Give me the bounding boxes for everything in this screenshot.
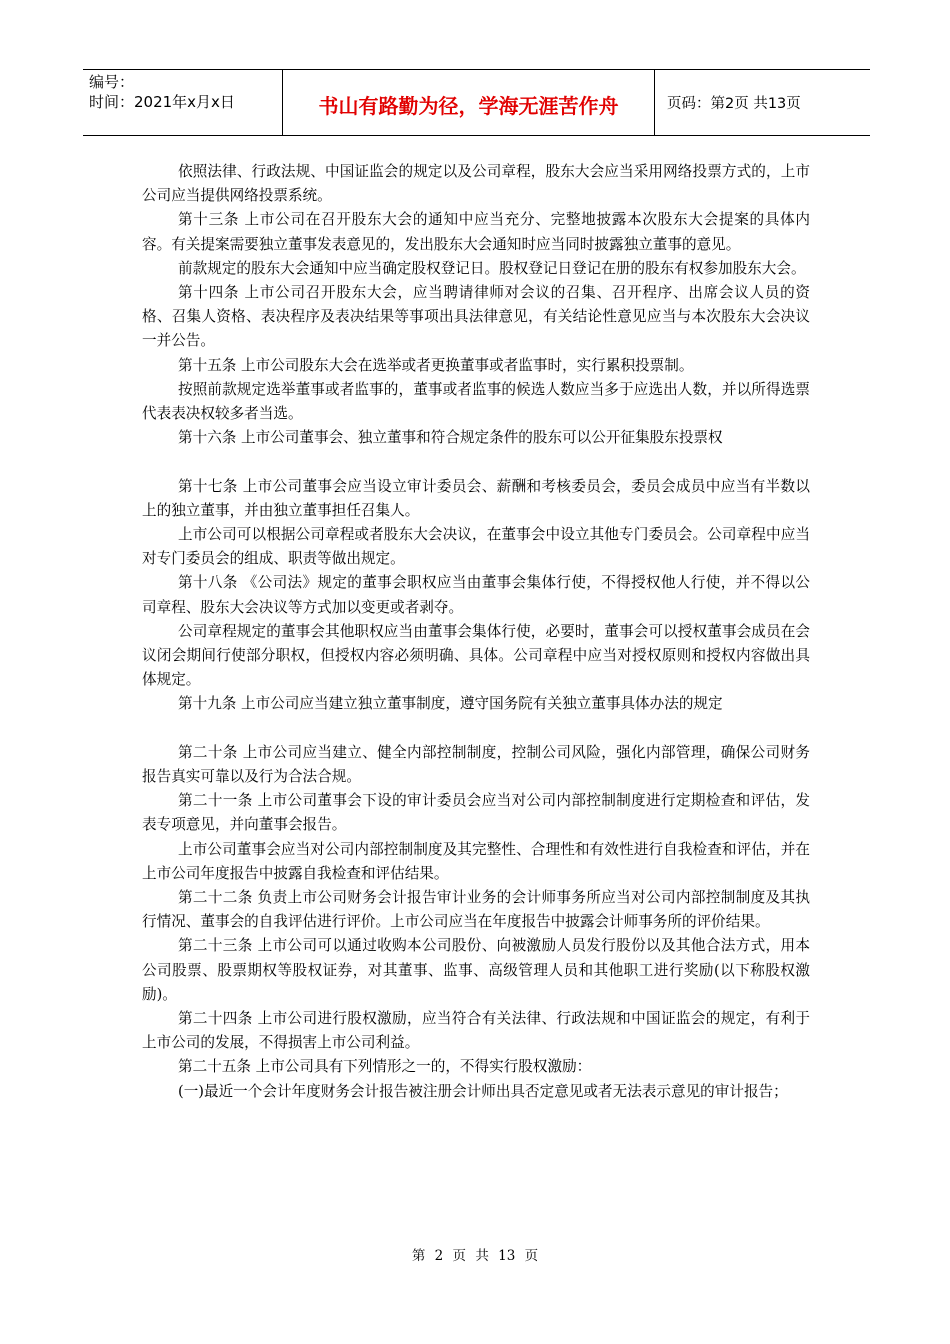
body-paragraph: 公司章程规定的董事会其他职权应当由董事会集体行使，必要时，董事会可以授权董事会成员在会议闭会期间行使部分职权，但授权内容必须明确、具体。公司章程中应当对授权原则和授权内容做出具体规定。 [142,622,810,689]
body-paragraph: 第二十条 上市公司应当建立、健全内部控制制度，控制公司风险，强化内部管理，确保公司财务报告真实可靠以及行为合法合规。 [142,743,810,786]
header-motto: 书山有路勤为径，学海无涯苦作舟 [283,70,655,135]
body-paragraph: 第十三条 上市公司在召开股东大会的通知中应当充分、完整地披露本次股东大会提案的具体内容。有关提案需要独立董事发表意见的，发出股东大会通知时应当同时披露独立董事的意见。 [142,211,810,253]
body-paragraph: 第十四条 上市公司召开股东大会，应当聘请律师对会议的召集、召开程序、出席会议人员的资格、召集人资格、表决程序及表决结果等事项出具法律意见，有关结论性意见应当与本次股东大会决议一并公告。 [142,284,810,350]
page-header [83,69,870,136]
body-paragraph: 第二十五条 上市公司具有下列情形之一的，不得实行股权激励： [178,1058,592,1076]
body-paragraph: 第二十三条 上市公司可以通过收购本公司股份、向被激励人员发行股份以及其他合法方式，用本公司股票、股票期权等股权证券，对其董事、监事、高级管理人员和其他职工进行奖励(以下称股权激励)。 [142,937,810,1003]
body-paragraph: 第十五条 上市公司股东大会在选举或者更换董事或者监事时，实行累积投票制。 [178,356,694,374]
body-paragraph: 第二十四条 上市公司进行股权激励，应当符合有关法律、行政法规和中国证监会的规定，有利于上市公司的发展，不得损害上市公司利益。 [142,1010,810,1052]
header-page-info: 页码：第2页 共13页 [667,96,801,112]
body-paragraph: 第十九条 上市公司应当建立独立董事制度，遵守国务院有关独立董事具体办法的规定 [178,695,723,713]
body-paragraph: 第十六条 上市公司董事会、独立董事和符合规定条件的股东可以公开征集股东投票权 [178,429,723,447]
body-paragraph: 前款规定的股东大会通知中应当确定股权登记日。股权登记日登记在册的股东有权参加股东大会。 [178,259,806,277]
body-paragraph: 第二十二条 负责上市公司财务会计报告审计业务的会计师事务所应当对公司内部控制制度及其执行情况、董事会的自我评估进行评价。上市公司应当在年度报告中披露会计师事务所的评价结果。 [142,889,810,931]
document-body [142,160,810,1104]
document-time-label: 时间：2021年x月x日 [89,93,235,111]
body-paragraph: 上市公司可以根据公司章程或者股东大会决议，在董事会中设立其他专门委员会。公司章程中应当对专门委员会的组成、职责等做出规定。 [142,526,810,568]
body-paragraph: 第十八条 《公司法》规定的董事会职权应当由董事会集体行使，不得授权他人行使，并不得以公司章程、股东大会决议等方式加以变更或者剥夺。 [142,574,810,616]
header-meta [83,70,283,135]
body-paragraph: 依照法律、行政法规、中国证监会的规定以及公司章程，股东大会应当采用网络投票方式的，上市公司应当提供网络投票系统。 [142,163,810,205]
body-paragraph: 按照前款规定选举董事或者监事的，董事或者监事的候选人数应当多于应选出人数，并以所得选票代表表决权较多者当选。 [142,380,810,423]
document-number-label: 编号： [89,73,135,91]
body-paragraph: (一)最近一个会计年度财务会计报告被注册会计师出具否定意见或者无法表示意见的审计报告； [178,1082,788,1100]
page-footer: 第 2 页 共 13 页 [411,1248,539,1264]
body-paragraph: 第二十一条 上市公司董事会下设的审计委员会应当对公司内部控制制度进行定期检查和评估，发表专项意见，并向董事会报告。 [142,792,810,834]
body-paragraph: 第十七条 上市公司董事会应当设立审计委员会、薪酬和考核委员会，委员会成员中应当有半数以上的独立董事，并由独立董事担任召集人。 [142,477,810,519]
body-paragraph: 上市公司董事会应当对公司内部控制制度及其完整性、合理性和有效性进行自我检查和评估，并在上市公司年度报告中披露自我检查和评估结果。 [142,840,810,882]
